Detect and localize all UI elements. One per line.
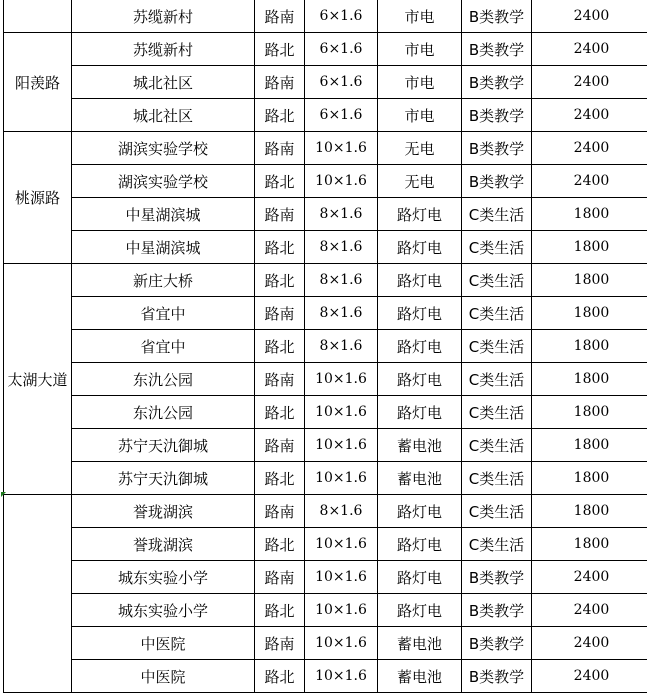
- road-name-cell[interactable]: [4, 495, 72, 693]
- table-row: [4, 561, 647, 594]
- table-row: [4, 132, 647, 165]
- location-cell[interactable]: 城东实验小学: [72, 561, 255, 594]
- category-cell[interactable]: C类生活: [462, 231, 532, 264]
- side-cell[interactable]: 路北: [255, 33, 305, 66]
- side-cell[interactable]: 路北: [255, 165, 305, 198]
- size-cell[interactable]: 8×1.6: [305, 297, 378, 330]
- value-cell[interactable]: 2400: [532, 33, 647, 66]
- value-cell[interactable]: 1800: [532, 231, 647, 264]
- value-cell[interactable]: 2400: [532, 660, 647, 693]
- value-cell[interactable]: 2400: [532, 165, 647, 198]
- category-cell[interactable]: C类生活: [462, 429, 532, 462]
- power-cell[interactable]: 路灯电: [378, 594, 462, 627]
- signage-table: [3, 0, 647, 693]
- location-cell[interactable]: 苏缆新村: [72, 0, 255, 33]
- value-cell[interactable]: 2400: [532, 66, 647, 99]
- power-cell[interactable]: 路灯电: [378, 495, 462, 528]
- category-cell[interactable]: C类生活: [462, 297, 532, 330]
- value-cell[interactable]: 1800: [532, 330, 647, 363]
- road-name-cell[interactable]: 阳羡路: [4, 33, 72, 132]
- category-cell[interactable]: B类教学: [462, 561, 532, 594]
- location-cell[interactable]: 誉珑湖滨: [72, 495, 255, 528]
- table-row: [4, 396, 647, 429]
- road-name-cell[interactable]: [4, 0, 72, 33]
- category-cell[interactable]: B类教学: [462, 594, 532, 627]
- size-cell[interactable]: 10×1.6: [305, 627, 378, 660]
- table-row: [4, 495, 647, 528]
- category-cell[interactable]: C类生活: [462, 462, 532, 495]
- value-cell[interactable]: 1800: [532, 396, 647, 429]
- location-cell[interactable]: 城北社区: [72, 66, 255, 99]
- table-row: [4, 264, 647, 297]
- power-cell[interactable]: 路灯电: [378, 561, 462, 594]
- value-cell[interactable]: 1800: [532, 297, 647, 330]
- category-cell[interactable]: C类生活: [462, 396, 532, 429]
- category-cell[interactable]: C类生活: [462, 198, 532, 231]
- side-cell[interactable]: 路南: [255, 429, 305, 462]
- size-cell[interactable]: 8×1.6: [305, 198, 378, 231]
- table-row: [4, 231, 647, 264]
- value-cell[interactable]: 2400: [532, 627, 647, 660]
- table-row: [4, 297, 647, 330]
- category-cell[interactable]: C类生活: [462, 495, 532, 528]
- value-cell[interactable]: 1800: [532, 462, 647, 495]
- power-cell[interactable]: 路灯电: [378, 264, 462, 297]
- cell-comment-marker: [1, 492, 6, 497]
- category-cell[interactable]: C类生活: [462, 528, 532, 561]
- size-cell[interactable]: 10×1.6: [305, 396, 378, 429]
- value-cell[interactable]: 2400: [532, 132, 647, 165]
- location-cell[interactable]: 中医院: [72, 660, 255, 693]
- size-cell[interactable]: 6×1.6: [305, 66, 378, 99]
- category-cell[interactable]: B类教学: [462, 132, 532, 165]
- size-cell[interactable]: 10×1.6: [305, 363, 378, 396]
- value-cell[interactable]: 2400: [532, 561, 647, 594]
- power-cell[interactable]: 蓄电池: [378, 660, 462, 693]
- location-cell[interactable]: 城北社区: [72, 99, 255, 132]
- road-name-cell[interactable]: 桃源路: [4, 132, 72, 264]
- size-cell[interactable]: 10×1.6: [305, 660, 378, 693]
- side-cell[interactable]: 路北: [255, 660, 305, 693]
- size-cell[interactable]: 10×1.6: [305, 165, 378, 198]
- category-cell[interactable]: B类教学: [462, 33, 532, 66]
- category-cell[interactable]: B类教学: [462, 66, 532, 99]
- size-cell[interactable]: 10×1.6: [305, 429, 378, 462]
- value-cell[interactable]: 2400: [532, 0, 647, 33]
- size-cell[interactable]: 6×1.6: [305, 33, 378, 66]
- table-row: [4, 66, 647, 99]
- category-cell[interactable]: B类教学: [462, 660, 532, 693]
- power-cell[interactable]: 蓄电池: [378, 627, 462, 660]
- power-cell[interactable]: 无电: [378, 132, 462, 165]
- power-cell[interactable]: 路灯电: [378, 396, 462, 429]
- power-cell[interactable]: 市电: [378, 66, 462, 99]
- value-cell[interactable]: 1800: [532, 528, 647, 561]
- side-cell[interactable]: 路南: [255, 561, 305, 594]
- size-cell[interactable]: 8×1.6: [305, 264, 378, 297]
- side-cell[interactable]: 路北: [255, 264, 305, 297]
- value-cell[interactable]: 1800: [532, 264, 647, 297]
- table-row: [4, 33, 647, 66]
- table-row: [4, 462, 647, 495]
- table-row: [4, 627, 647, 660]
- side-cell[interactable]: 路北: [255, 396, 305, 429]
- side-cell[interactable]: 路南: [255, 627, 305, 660]
- power-cell[interactable]: 路灯电: [378, 363, 462, 396]
- location-cell[interactable]: 苏宁天氿御城: [72, 462, 255, 495]
- size-cell[interactable]: 10×1.6: [305, 594, 378, 627]
- size-cell[interactable]: 8×1.6: [305, 495, 378, 528]
- location-cell[interactable]: 苏宁天氿御城: [72, 429, 255, 462]
- category-cell[interactable]: B类教学: [462, 0, 532, 33]
- size-cell[interactable]: 10×1.6: [305, 132, 378, 165]
- side-cell[interactable]: 路北: [255, 99, 305, 132]
- category-cell[interactable]: C类生活: [462, 363, 532, 396]
- power-cell[interactable]: 路灯电: [378, 330, 462, 363]
- category-cell[interactable]: B类教学: [462, 99, 532, 132]
- side-cell[interactable]: 路南: [255, 132, 305, 165]
- location-cell[interactable]: 省宜中: [72, 297, 255, 330]
- table-row: [4, 429, 647, 462]
- power-cell[interactable]: 蓄电池: [378, 462, 462, 495]
- location-cell[interactable]: 东氿公园: [72, 363, 255, 396]
- category-cell[interactable]: B类教学: [462, 165, 532, 198]
- location-cell[interactable]: 省宜中: [72, 330, 255, 363]
- table-row: [4, 99, 647, 132]
- location-cell[interactable]: 东氿公园: [72, 396, 255, 429]
- location-cell[interactable]: 苏缆新村: [72, 33, 255, 66]
- location-cell[interactable]: 中医院: [72, 627, 255, 660]
- value-cell[interactable]: 2400: [532, 99, 647, 132]
- category-cell[interactable]: B类教学: [462, 627, 532, 660]
- size-cell[interactable]: 8×1.6: [305, 231, 378, 264]
- table-row: [4, 528, 647, 561]
- side-cell[interactable]: 路北: [255, 462, 305, 495]
- table-row: [4, 594, 647, 627]
- side-cell[interactable]: 路北: [255, 528, 305, 561]
- side-cell[interactable]: 路北: [255, 330, 305, 363]
- side-cell[interactable]: 路南: [255, 198, 305, 231]
- value-cell[interactable]: 1800: [532, 363, 647, 396]
- table-row: [4, 660, 647, 693]
- side-cell[interactable]: 路南: [255, 66, 305, 99]
- side-cell[interactable]: 路南: [255, 0, 305, 33]
- category-cell[interactable]: C类生活: [462, 330, 532, 363]
- location-cell[interactable]: 城东实验小学: [72, 594, 255, 627]
- location-cell[interactable]: 中星湖滨城: [72, 231, 255, 264]
- power-cell[interactable]: 路灯电: [378, 297, 462, 330]
- location-cell[interactable]: 新庄大桥: [72, 264, 255, 297]
- power-cell[interactable]: 蓄电池: [378, 429, 462, 462]
- size-cell[interactable]: 10×1.6: [305, 561, 378, 594]
- side-cell[interactable]: 路北: [255, 231, 305, 264]
- location-cell[interactable]: 誉珑湖滨: [72, 528, 255, 561]
- power-cell[interactable]: 路灯电: [378, 198, 462, 231]
- size-cell[interactable]: 8×1.6: [305, 330, 378, 363]
- power-cell[interactable]: 市电: [378, 0, 462, 33]
- table-row: [4, 165, 647, 198]
- table-row: [4, 330, 647, 363]
- table-row: [4, 363, 647, 396]
- size-cell[interactable]: 6×1.6: [305, 99, 378, 132]
- value-cell[interactable]: 1800: [532, 429, 647, 462]
- side-cell[interactable]: 路南: [255, 363, 305, 396]
- power-cell[interactable]: 市电: [378, 99, 462, 132]
- side-cell[interactable]: 路北: [255, 594, 305, 627]
- value-cell[interactable]: 2400: [532, 594, 647, 627]
- category-cell[interactable]: C类生活: [462, 264, 532, 297]
- value-cell[interactable]: 1800: [532, 495, 647, 528]
- power-cell[interactable]: 市电: [378, 33, 462, 66]
- table-row: [4, 198, 647, 231]
- size-cell[interactable]: 10×1.6: [305, 528, 378, 561]
- power-cell[interactable]: 路灯电: [378, 528, 462, 561]
- table-row: [4, 0, 647, 33]
- road-name-cell[interactable]: 太湖大道: [4, 264, 72, 495]
- power-cell[interactable]: 无电: [378, 165, 462, 198]
- side-cell[interactable]: 路南: [255, 495, 305, 528]
- location-cell[interactable]: 湖滨实验学校: [72, 165, 255, 198]
- size-cell[interactable]: 6×1.6: [305, 0, 378, 33]
- location-cell[interactable]: 湖滨实验学校: [72, 132, 255, 165]
- power-cell[interactable]: 路灯电: [378, 231, 462, 264]
- value-cell[interactable]: 1800: [532, 198, 647, 231]
- location-cell[interactable]: 中星湖滨城: [72, 198, 255, 231]
- size-cell[interactable]: 10×1.6: [305, 462, 378, 495]
- side-cell[interactable]: 路南: [255, 297, 305, 330]
